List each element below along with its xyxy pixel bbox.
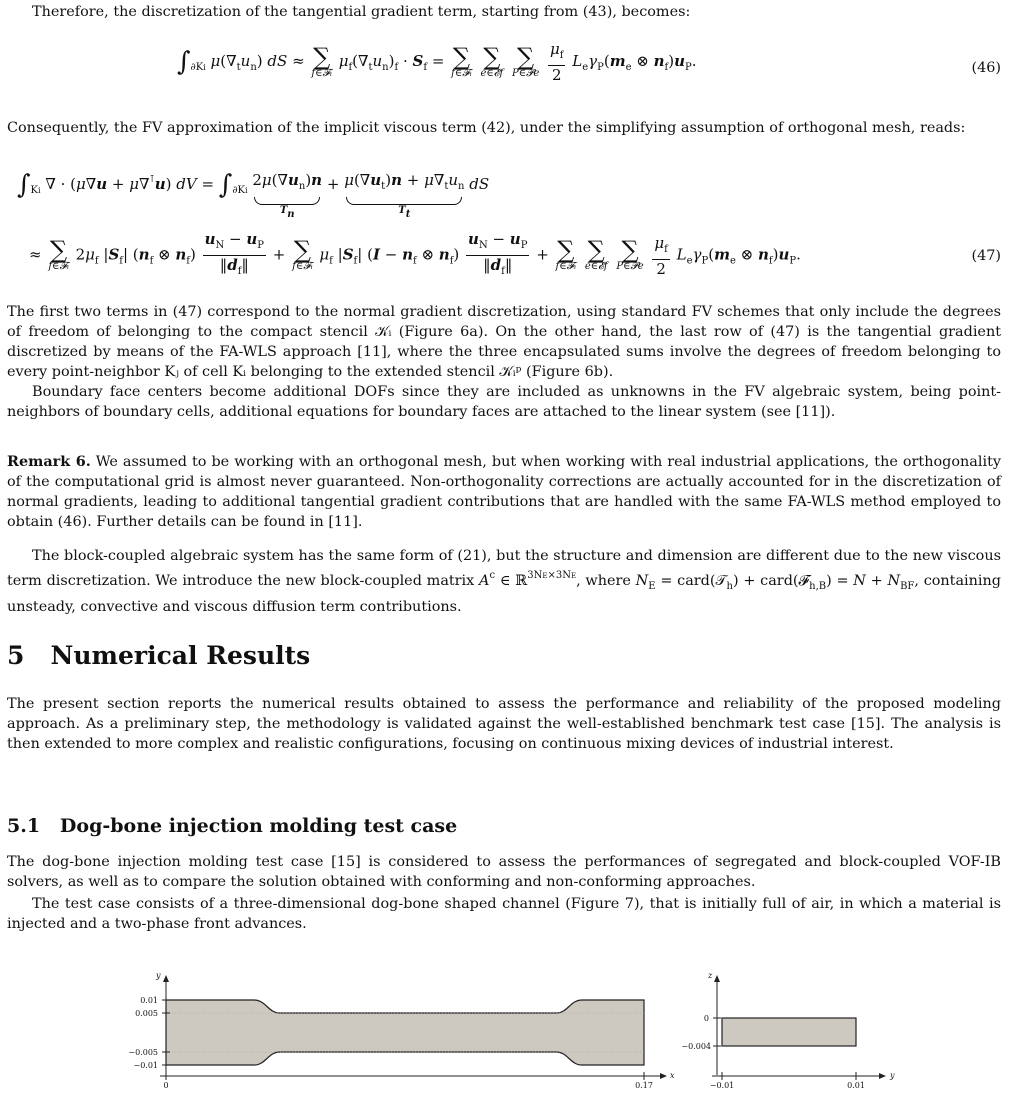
section-5-title: Numerical Results xyxy=(50,641,311,670)
equation-number-46: (46) xyxy=(971,60,1001,76)
paragraph-block-coupled: The block-coupled algebraic system has the same form of (21), but the structure and dimension are different due to the new viscous term discretization. We introduce the new block-coupled matrix $A^c$ ∈ ℝ$^{3NE\times 3NE}$, where $N_E$ = card(𝒯$_h$) + card(𝓕$_{h,B}$) = $N + N_{BF}$, containing unsteady, convective and viscous diffusion term contributions. xyxy=(7,548,1001,615)
block-text-1: The block-coupled algebraic system has the same form of (21), but the structure and dimension are different due to the new viscous term discretization. We introduce the new block-coupled matrix xyxy=(7,548,1001,589)
section-5-number: 5 xyxy=(7,641,25,670)
remark-6 xyxy=(7,452,1001,532)
label-tt-sub: t xyxy=(405,209,411,220)
x-axis-arrow xyxy=(660,1073,667,1079)
label-tn: T xyxy=(279,205,288,216)
paragraph-dogbone-2: The test case consists of a three-dimensional dog-bone shaped channel (Figure 7), that is initially full of air, in which a material is injected and a two-phase front advances. xyxy=(7,896,1001,932)
x-axis-label: x xyxy=(670,1071,675,1080)
block-text-3: , containing unsteady, convective and viscous diffusion term contributions. xyxy=(7,573,1001,615)
z-axis-arrow xyxy=(714,975,720,982)
z-tick-label: −0.004 xyxy=(681,1042,711,1051)
y2-axis-label: y xyxy=(890,1071,895,1080)
z-tick-label: 0 xyxy=(703,1014,709,1023)
y2-tick-label: −0.01 xyxy=(709,1081,735,1090)
figure-dogbone-xy xyxy=(118,970,698,1090)
cross-section-rect xyxy=(722,1018,856,1046)
equation-47-row2: ≈ ∑ f∈𝓕ᵢ $2\mu_f$ $|S_f|$ ($n_f$ ⊗ $n_f$) $\frac{u_N - u_P}{‖d_f‖}$ + ∑ f∈𝓕ᵢ $\mu_f$ $|S_f|$ ($I - n_f$ ⊗ $n_f$) $\frac{u_N - u_P}{‖d_f‖}$ + ∑ f∈𝓕ᵢ ∑ e∈𝓔f ∑ P∈𝓟e $\frac{\mu_f}{2}$ $L_e\gamma_P(m_e$ ⊗ $n_f)u_P$. xyxy=(29,230,801,278)
remark-label: Remark 6. xyxy=(7,453,91,470)
paragraph-boundary: Boundary face centers become additional DOFs since they are included as unknowns in the FV algebraic system, being point-neighbors of boundary cells, additional equations for boundary faces are attached to the linear system (see [11]). xyxy=(7,384,1001,420)
y2-axis-arrow xyxy=(879,1073,886,1079)
x-tick-label: 0.17 xyxy=(635,1081,653,1090)
equation-46: $\int_{\partial Ki}$ $\mu(\nabla_tu_n)$ dS ≈ ∑ f∈𝓕ᵢ $\mu_f(\nabla_tu_n)_f \cdot S_f$ = ∑ f∈𝓕ᵢ ∑ e∈𝓔f ∑ P∈𝓟e $\frac{\mu_f}{2}$ $L_e\gamma_P(m_e$ ⊗ $n_f)u_P$. xyxy=(177,40,697,84)
z-axis-label: z xyxy=(708,971,713,980)
y2-tick-label: 0.01 xyxy=(847,1081,865,1090)
y-tick-label: 0.01 xyxy=(140,996,158,1005)
paragraph-first-terms: The first two terms in (47) correspond to the normal gradient discretization, using standard FV schemes that only include the degrees of freedom of belonging to the compact stencil 𝒦ᵢ (Figure 6a). On the other hand, the last row of (47) is the tangential gradient discretized by means of the FA-WLS approach [11], where the three encapsulated sums involve the degrees of freedom belonging to every point-neighbor Kⱼ of cell Kᵢ belonging to the extended stencil 𝒦ᵢᵖ (Figure 6b). xyxy=(7,304,1001,380)
section-5-1-heading xyxy=(7,816,457,836)
figure-dogbone-yz xyxy=(681,970,900,1090)
section-5-1-title: Dog-bone injection molding test case xyxy=(59,815,458,837)
paragraph-results: The present section reports the numerical results obtained to assess the performance and reliability of the proposed modeling approach. As a preliminary step, the methodology is validated against the well-established benchmark test case [15]. The analysis is then extended to more complex and realistic configurations, focusing on continuous mixing devices of industrial interest. xyxy=(7,696,1001,752)
y-axis-label: y xyxy=(156,971,161,980)
section-5-1-number: 5.1 xyxy=(7,815,41,837)
y-axis-arrow xyxy=(163,975,169,982)
dogbone-shape xyxy=(166,1000,644,1065)
y-tick-label: 0.005 xyxy=(135,1009,158,1018)
y-tick-label: −0.005 xyxy=(128,1048,158,1057)
remark-text: We assumed to be working with an orthogonal mesh, but when working with real industrial applications, the orthogonality of the computational grid is almost never guaranteed. Non-orthogonality corrections are actually accounted for in the discretization of normal gradients, leading to additional tangential gradient contributions that are handled with the same FA-WLS method employed to obtain (46). Further details can be found in [11]. xyxy=(7,454,1001,530)
paragraph-dogbone-1: The dog-bone injection molding test case [15] is considered to assess the performances of segregated and block-coupled VOF-IB solvers, as well as to compare the solution obtained with conforming and non-conforming approaches. xyxy=(7,854,1001,890)
paragraph-consequently: Consequently, the FV approximation of the implicit viscous term (42), under the simplifying assumption of orthogonal mesh, reads: xyxy=(7,120,966,136)
label-tn-sub: n xyxy=(287,209,295,220)
x-tick-label: 0 xyxy=(163,1081,169,1090)
block-text-2: , where xyxy=(576,573,636,589)
equation-47-row1: $\int_{Ki}$ ∇ · (μ∇u + μ∇⊺u) dV = $\int_{\partial Ki}$ $2\mu(\nabla u_n)n$ Tn + $\mu(\nabla u_t)n + \mu\nabla_tu_n$ Tt dS xyxy=(17,170,490,220)
section-5-heading xyxy=(7,641,311,670)
equation-number-47: (47) xyxy=(971,248,1001,264)
y-tick-label: −0.01 xyxy=(133,1061,158,1070)
paragraph-intro: Therefore, the discretization of the tangential gradient term, starting from (43), becomes: xyxy=(32,4,691,20)
label-tt: T xyxy=(398,205,406,216)
